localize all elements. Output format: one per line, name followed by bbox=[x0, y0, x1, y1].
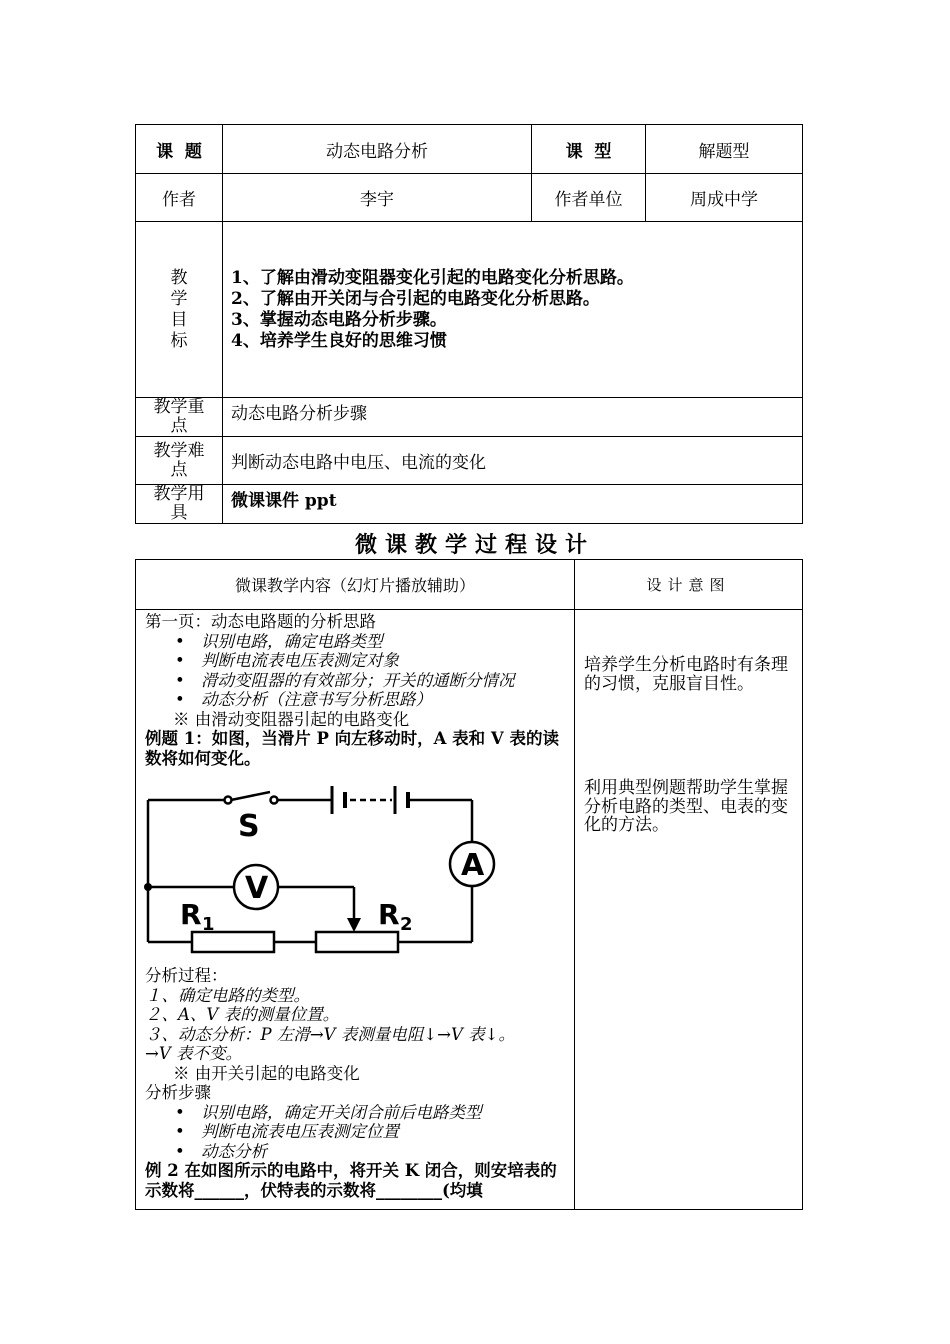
page1-title: 第一页：动态电路题的分析思路 bbox=[145, 612, 376, 631]
analysis-step: ２、A、V 表的测量位置。 bbox=[145, 1005, 340, 1024]
note-switch: ※ 由开关引起的电路变化 bbox=[173, 1063, 360, 1083]
content-column-header: 微课教学内容（幻灯片播放辅助） bbox=[136, 560, 575, 610]
slider-arrow bbox=[347, 918, 361, 932]
example1-text: 例题 1：如图，当滑片 P 向左移动时，A 表和 V 表的读数将如何变化。 bbox=[145, 729, 559, 768]
process-table bbox=[135, 559, 803, 1210]
intent-spacer bbox=[584, 693, 796, 779]
author-value: 李宇 bbox=[223, 174, 532, 222]
unit-label: 作者单位 bbox=[532, 174, 646, 222]
analysis-step: １、确定电路的类型。 bbox=[145, 985, 310, 1005]
content-cell bbox=[136, 610, 575, 1210]
goals-label-char: 学 bbox=[170, 288, 188, 309]
tools-value: 微课课件 ppt bbox=[223, 485, 803, 524]
r2-resistor bbox=[316, 932, 398, 952]
r2-subscript: 2 bbox=[400, 914, 413, 935]
goals-label bbox=[136, 222, 223, 398]
process-heading: 微课教学过程设计 bbox=[354, 532, 595, 558]
difficult-label-line: 教学难 bbox=[153, 440, 205, 461]
switch-contact bbox=[225, 797, 232, 804]
key-label-line: 教学重 bbox=[153, 397, 205, 417]
analysis-title: 分析过程： bbox=[145, 966, 228, 985]
analysis-step: →V 表不变。 bbox=[145, 1044, 242, 1063]
voltmeter-label: V bbox=[245, 871, 269, 906]
bullet-item: • 识别电路，确定电路类型 bbox=[145, 632, 568, 652]
intent-text: 利用典型例题帮助学生掌握分析电路的类型、电表的变化的方法。 bbox=[584, 778, 788, 835]
ammeter-label: A bbox=[461, 848, 485, 883]
difficult-label bbox=[136, 437, 223, 485]
type-value: 解题型 bbox=[646, 125, 803, 174]
bullet-item: • 判断电流表电压表测定位置 bbox=[145, 1122, 568, 1142]
bullet-item: • 判断电流表电压表测定对象 bbox=[145, 651, 568, 671]
goals-list bbox=[223, 222, 803, 398]
unit-value: 周成中学 bbox=[646, 174, 803, 222]
circuit-diagram bbox=[142, 772, 502, 962]
type-label: 课 型 bbox=[532, 125, 646, 174]
r2-label: R bbox=[378, 898, 400, 931]
goals-label-char: 教 bbox=[170, 267, 188, 288]
tools-label-line: 教学用 bbox=[153, 484, 205, 504]
goals-label-char: 目 bbox=[170, 309, 188, 330]
r1-subscript: 1 bbox=[202, 914, 215, 935]
topic-value: 动态电路分析 bbox=[223, 125, 532, 174]
intent-column-header: 设计意图 bbox=[575, 560, 803, 610]
bullet-item: • 滑动变阻器的有效部分；开关的通断分情况 bbox=[145, 671, 568, 691]
bullet-item: • 动态分析（注意书写分析思路） bbox=[145, 690, 568, 710]
bullet-item: • 识别电路，确定开关闭合前后电路类型 bbox=[145, 1103, 568, 1123]
topic-label: 课 题 bbox=[136, 125, 223, 174]
goal-item: 4、培养学生良好的思维习惯 bbox=[231, 331, 447, 351]
tools-label-line: 具 bbox=[170, 503, 188, 523]
goal-item: 1、了解由滑动变阻器变化引起的电路变化分析思路。 bbox=[231, 268, 634, 288]
goal-item: 3、掌握动态电路分析步骤。 bbox=[231, 310, 447, 330]
intent-cell bbox=[575, 610, 803, 1210]
key-label bbox=[136, 398, 223, 437]
analysis-step: ３、动态分析：P 左滑→V 表测量电阻↓→V 表↓。 bbox=[145, 1024, 515, 1044]
r1-label: R bbox=[180, 898, 202, 931]
bullet-item: • 动态分析 bbox=[145, 1142, 568, 1162]
switch-label: S bbox=[238, 809, 260, 844]
switch-contact bbox=[271, 797, 278, 804]
intent-text: 培养学生分析电路时有条理的习惯，克服盲目性。 bbox=[584, 655, 788, 694]
difficult-value: 判断动态电路中电压、电流的变化 bbox=[223, 437, 803, 485]
key-label-line: 点 bbox=[170, 416, 188, 436]
lesson-info-table bbox=[135, 124, 803, 524]
junction-dot bbox=[144, 883, 152, 891]
key-value: 动态电路分析步骤 bbox=[223, 398, 803, 437]
goals-label-char: 标 bbox=[170, 330, 188, 351]
example2-text: 例 2 在如图所示的电路中，将开关 K 闭合，则安培表的示数将______，伏特表的示数将________(均填 bbox=[145, 1161, 557, 1200]
goal-item: 2、了解由开关闭与合引起的电路变化分析思路。 bbox=[231, 289, 600, 309]
switch-blade bbox=[231, 792, 270, 800]
author-label: 作者 bbox=[136, 174, 223, 222]
note-slider: ※ 由滑动变阻器引起的电路变化 bbox=[173, 709, 410, 729]
difficult-label-line: 点 bbox=[170, 459, 188, 480]
r1-resistor bbox=[192, 932, 274, 952]
steps-title: 分析步骤 bbox=[145, 1083, 211, 1102]
tools-label bbox=[136, 485, 223, 524]
